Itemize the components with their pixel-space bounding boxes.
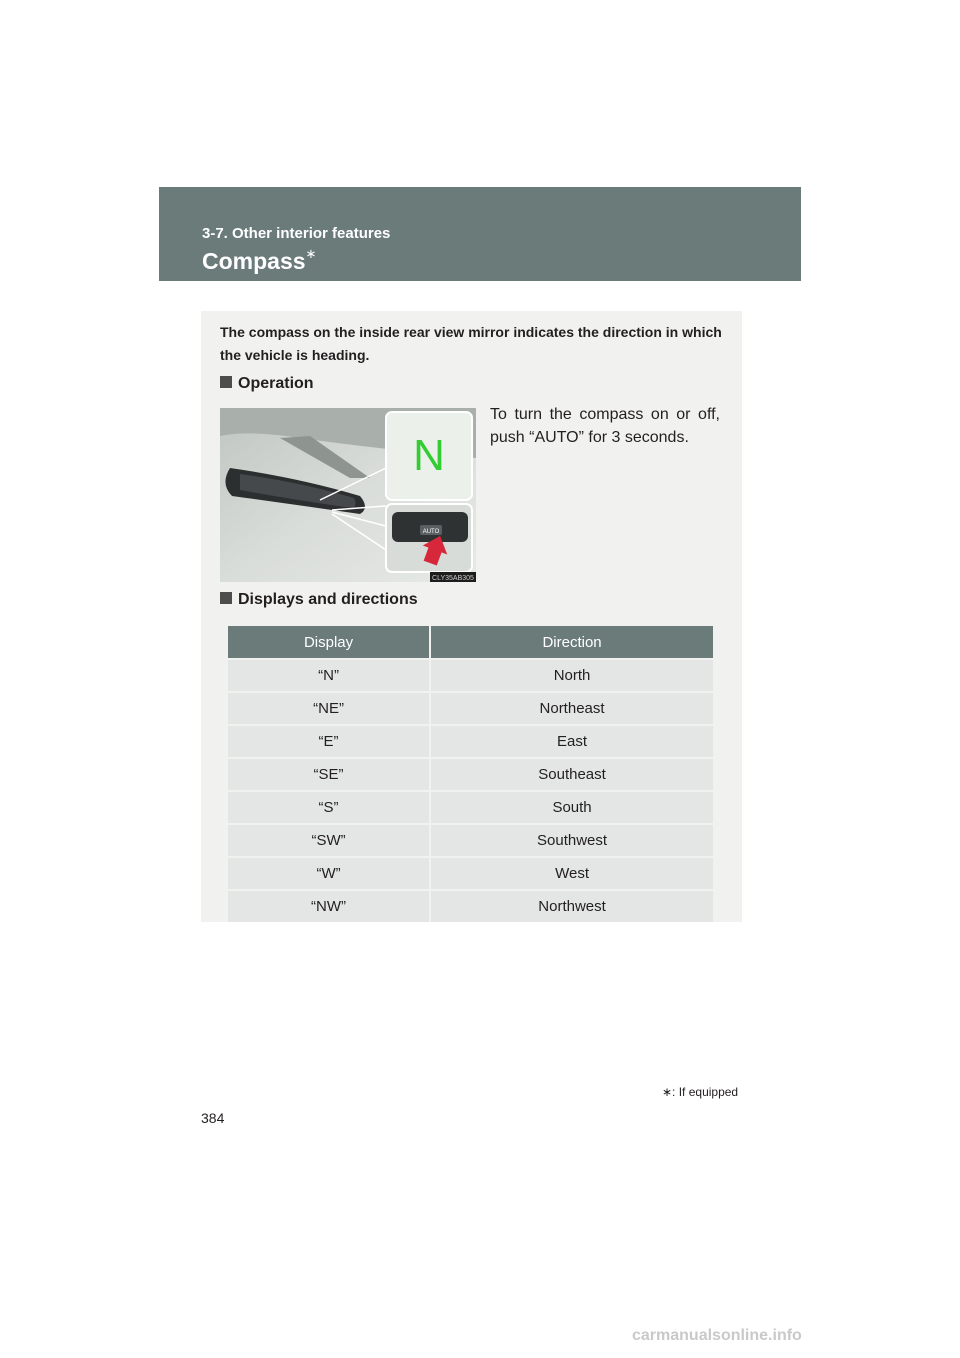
operation-instruction: To turn the compass on or off, push “AUTO” for 3 seconds. xyxy=(490,406,720,446)
display-cell: “NW” xyxy=(228,890,430,922)
direction-cell: East xyxy=(430,725,713,758)
direction-cell: Northeast xyxy=(430,692,713,725)
column-header-direction: Direction xyxy=(430,626,713,659)
bullet-square-icon xyxy=(220,376,232,388)
page-title-text: Compass xyxy=(202,248,306,274)
display-cell: “N” xyxy=(228,659,430,692)
direction-cell: North xyxy=(430,659,713,692)
displays-heading xyxy=(220,591,418,609)
operation-heading xyxy=(220,375,314,393)
table-row xyxy=(228,692,713,725)
bullet-square-icon xyxy=(220,592,232,604)
page-number: 384 xyxy=(201,1110,225,1126)
auto-button-label: AUTO xyxy=(422,529,440,535)
mirror-illustration xyxy=(220,408,476,582)
site-watermark[interactable]: carmanualsonline.info xyxy=(632,1327,802,1344)
table-row xyxy=(228,725,713,758)
table-row xyxy=(228,791,713,824)
section-header xyxy=(159,187,801,281)
table-row xyxy=(228,824,713,857)
directions-table xyxy=(228,626,713,922)
content-panel xyxy=(201,311,742,922)
page-title xyxy=(202,248,316,275)
direction-cell: South xyxy=(430,791,713,824)
direction-cell: Southeast xyxy=(430,758,713,791)
compass-display-letter: N xyxy=(413,431,445,480)
operation-heading-text: Operation xyxy=(238,375,314,392)
equipped-marker: ∗ xyxy=(305,246,317,262)
table-row xyxy=(228,758,713,791)
equipped-footnote: ∗: If equipped xyxy=(662,1085,739,1099)
display-cell: “W” xyxy=(228,857,430,890)
figure-code: CLY35AB305 xyxy=(432,575,474,582)
direction-cell: Northwest xyxy=(430,890,713,922)
display-cell: “SE” xyxy=(228,758,430,791)
displays-heading-text: Displays and directions xyxy=(238,591,418,608)
intro-text: The compass on the inside rear view mirror indicates the direction in which the vehicle is heading. xyxy=(220,324,722,363)
direction-cell: Southwest xyxy=(430,824,713,857)
display-cell: “NE” xyxy=(228,692,430,725)
direction-cell: West xyxy=(430,857,713,890)
display-cell: “S” xyxy=(228,791,430,824)
section-label: 3-7. Other interior features xyxy=(202,225,391,242)
display-cell: “E” xyxy=(228,725,430,758)
column-header-display: Display xyxy=(228,626,430,659)
table-row xyxy=(228,890,713,922)
table-row xyxy=(228,659,713,692)
display-cell: “SW” xyxy=(228,824,430,857)
table-row xyxy=(228,857,713,890)
table-header-row xyxy=(228,626,713,659)
